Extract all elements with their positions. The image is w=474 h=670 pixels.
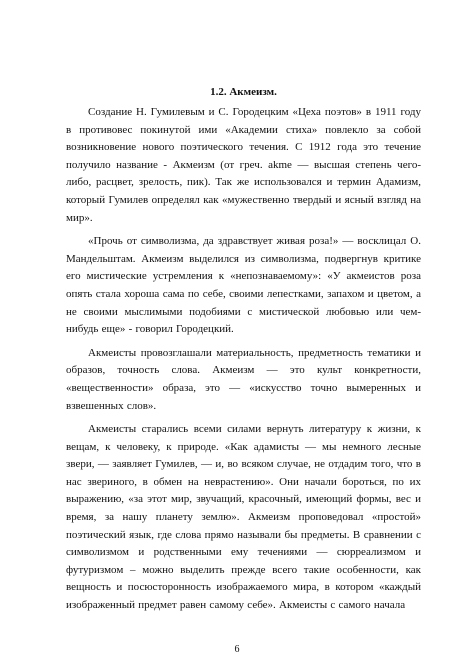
paragraph-2: «Прочь от символизма, да здравствует живая роза!» — восклицал О. Мандельштам. Акмеизм выделился из символизма, подвергнув критике его мистические устремления к «непознаваемому»: «У акмеистов роза опять стала хороша сама по себе, своими лепестками, запахом и цветом, а не своими мыслимыми подобиями с мистической любовью или чем-нибудь еще» - говорил Городецкий. (66, 235, 421, 336)
paragraph-3: Акмеисты провозглашали материальность, предметность тематики и образов, точность слова. Акмеизм — это культ конкретности, «вещественности» образа, это — «искусство точно вымеренных и взвешенных слов». (66, 346, 421, 412)
paragraph-4: Акмеисты старались всеми силами вернуть литературу к жизни, к вещам, к человеку, к природе. «Как адамисты — мы немного лесные звери, — заявляет Гумилев, — и, во всяком случае, не отдадим того, что в нас звериного, в обмен на неврастению». Они начали бороться, по их выражению, «за этот мир, звучащий, красочный, имеющий формы, вес и время, за нашу планету землю». Акмеизм проповедовал «простой» поэтический язык, где слова прямо называли бы предметы. В сравнении с символизмом и родственными ему течениями — сюрреализмом и футуризмом – можно выделить прежде всего такие особенности, как вещность и посюсторонность изображаемого мира, в котором «каждый изображенный предмет равен самому себе». Акмеисты с самого начала (66, 423, 421, 612)
page-content (66, 84, 421, 621)
page-number: 6 (234, 644, 240, 655)
section-heading: 1.2. Акмеизм. (210, 86, 277, 98)
paragraph-1: Создание Н. Гумилевым и С. Городецким «Цеха поэтов» в 1911 году в противовес покинутой ими «Академии стиха» повлекло за собой возникновение нового поэтического течения. С 1912 года это течение получило название - Акмеизм (от греч. akme — высшая степень чего-либо, расцвет, зрелость, пик). Так же использовался и термин Адамизм, который Гумилев определял как «мужественно твердый и ясный взгляд на мир». (66, 106, 421, 224)
